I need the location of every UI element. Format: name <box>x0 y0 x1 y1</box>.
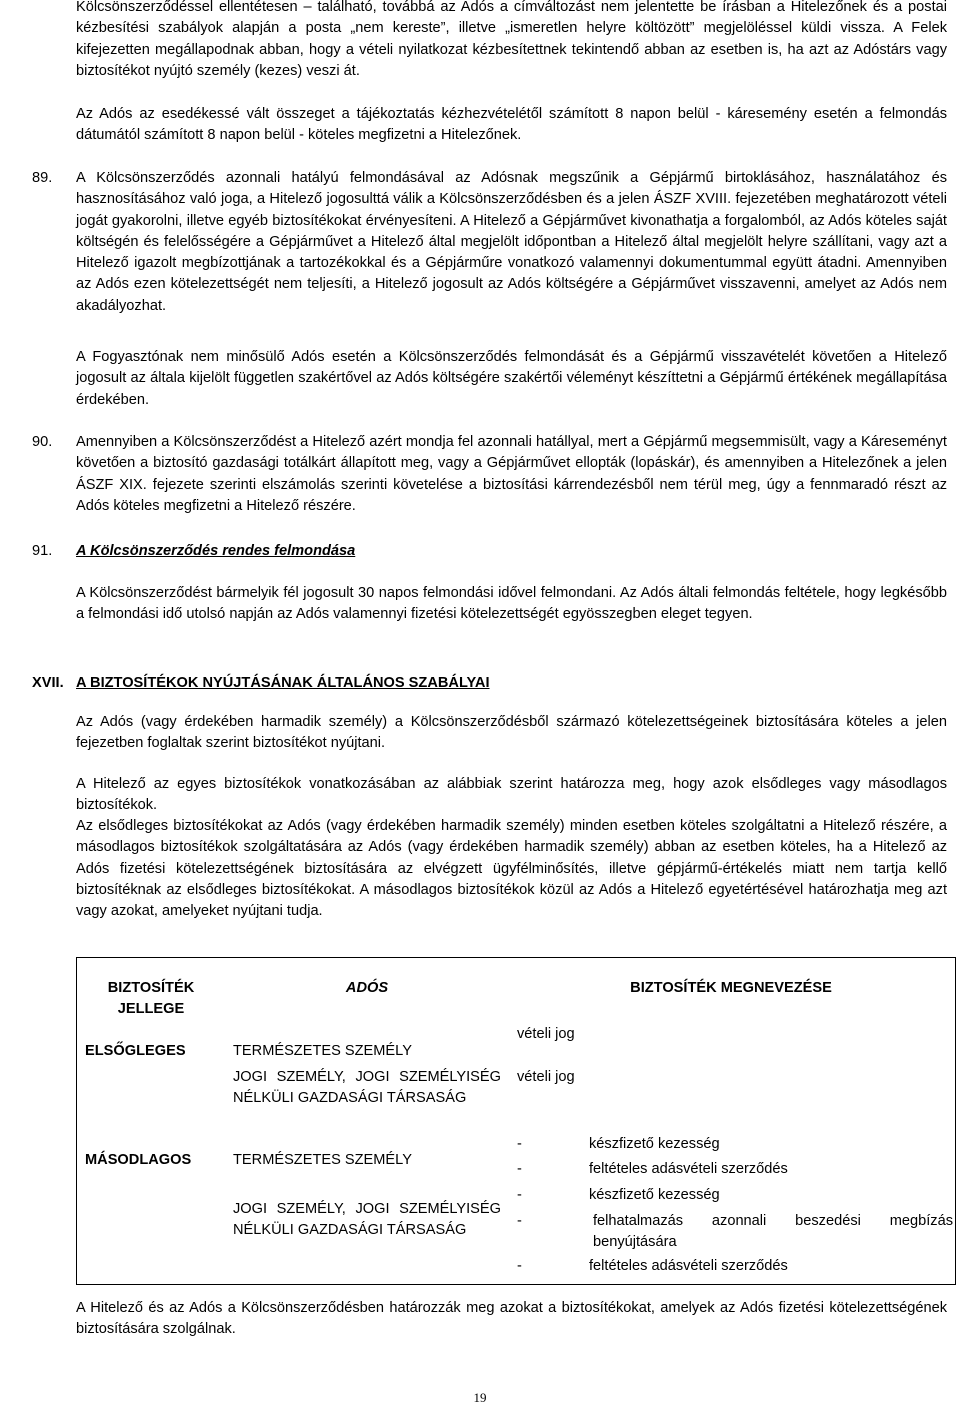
dash-bullet: - <box>517 1136 522 1152</box>
primary-legal-security: vételi jog <box>517 1069 575 1085</box>
secondary-legal-entity: JOGI SZEMÉLY, JOGI SZEMÉLYISÉG NÉLKÜLI GAZDASÁGI TÁRSASÁG <box>233 1201 501 1238</box>
primary-natural-security: vételi jog <box>517 1026 575 1042</box>
section-number-90: 90. <box>32 434 53 450</box>
chapter-number: XVII. <box>32 675 64 691</box>
secondary-natural-person: TERMÉSZETES SZEMÉLY <box>233 1152 412 1168</box>
intro-paragraph-2: Az Adós az esedékessé vált összeget a tájékoztatás kézhezvételétől számított 8 napon belül - káresemény esetén a felmondás dátumától számított 8 napon belül - köteles megfizetni a Hitelezőnek. <box>76 106 947 144</box>
secondary-legal-item-3: feltételes adásvételi szerződés <box>589 1258 788 1274</box>
section-89-paragraph: A Kölcsönszerződés azonnali hatályú felmondásával az Adósnak megszűnik a Gépjármű birtoklásához, használatához és hasznosításához való joga, a Hitelező jogosulttá válik a Kölcsönszerződésben és a jelen ÁSZF XVIII. fejezetében meghatározott vételi jogát gyakorolni, illetve egyéb biztosítékokat érvényesíteni. A Hitelező a Gépjárművet kivonathatja a forgalomból, az Adós köteles saját költségén és felelősségére a Gépjárművet a Hitelező által megjelölt időpontban a Hitelező által megjelölt helyre szállítani, vagy azt a Hitelező igazolt megbízottjának a tartozékokkal és a Gépjárműre vonatkozó valamennyi dokumentummal együtt átadni. Amennyiben az Adós ezen kötelezettségét nem teljesíti, a Hitelező jogosult az Adós költségére a Gépjárművet visszavenni, amelyet az Adós nem akadályozhat. <box>76 170 947 314</box>
intro-paragraph: Kölcsönszerződéssel ellentétesen – található, továbbá az Adós a címváltozást nem jelentette be írásban a Hitelezőnek és a postai kézbesítési szabályok alapján a posta „nem kereste”, illetve „ismeretlen helyre költözött” megjelöléssel küldi vissza. A Felek kifejezetten megállapodnak abban, hogy a vételi nyilatkozat kézbesítettnek tekintendő abban az esetben is, ha azt az Adóstárs vagy biztosítékot nyújtó személy (kezes) veszi át. <box>76 0 947 79</box>
page-number: 19 <box>473 1390 487 1405</box>
chapter-paragraph-3: Az elsődleges biztosítékokat az Adós (vagy érdekében harmadik személy) minden esetben köteles szolgáltatni a Hitelező részére, a másodlagos biztosítékok szolgáltatására az Adós (vagy érdekében harmadik személy) abban az esetben köteles, ha a Hitelező az Adós fizetési kötelezettségének biztosítására az elvégzett ügyfélminősítés, illetve gépjármű-értékelés miatt nem tartja kellő biztosítéknak az elsődleges biztosítékokat. A másodlagos biztosítékok közül az Adós a Hitelező egyetértésével határozhatja meg azt vagy azokat, amelyeket nyújtani tudja. <box>76 818 947 920</box>
row-primary-label: ELSŐGLEGES <box>85 1043 186 1059</box>
section-90-paragraph: Amennyiben a Kölcsönszerződést a Hitelező azért mondja fel azonnali hatállyal, mert a Gépjármű megsemmisült, vagy a Káreseményt követően a biztosító gazdasági totálkárt állapított meg, vagy a Gépjárművet ellopták (lopáskár), és amennyiben a Hitelezőnek a jelen ÁSZF XIX. fejezete szerinti elszámolás szerinti követelése a biztosítási kárrendezésből nem térül meg, úgy a fennmaradó részt az Adós köteles megfizetni a Hitelező részére. <box>76 434 947 514</box>
section-91-paragraph: A Kölcsönszerződést bármelyik fél jogosult 30 napos felmondási idővel felmondani. Az Adós általi felmondás feltétele, hogy legkésőbb a felmondási idő utolsó napján az Adós valamennyi fizetési kötelezettségét egyösszegben eleget tegyen. <box>76 585 947 623</box>
table-header-type: BIZTOSÍTÉK JELLEGE <box>107 980 195 1017</box>
security-table <box>76 957 956 1285</box>
section-number-91: 91. <box>32 543 53 559</box>
chapter-paragraph-1: Az Adós (vagy érdekében harmadik személy) a Kölcsönszerződésből származó kötelezettségeinek biztosítására köteles a jelen fejezetben foglaltak szerint biztosítékot nyújtani. <box>76 714 947 752</box>
secondary-natural-item-1: készfizető kezesség <box>589 1136 720 1152</box>
section-89-paragraph-2: A Fogyasztónak nem minősülő Adós esetén a Kölcsönszerződés felmondását és a Gépjármű visszavételét követően a Hitelező jogosult az általa kijelölt független szakértővel az Adós költségére szakértői véleményt készíttetni a Gépjármű értékének megállapítása érdekében. <box>76 349 947 408</box>
secondary-legal-item-1: készfizető kezesség <box>589 1187 720 1203</box>
primary-legal-entity: JOGI SZEMÉLY, JOGI SZEMÉLYISÉG NÉLKÜLI GAZDASÁGI TÁRSASÁG <box>233 1069 501 1106</box>
section-number-89: 89. <box>32 170 53 186</box>
dash-bullet: - <box>517 1187 522 1203</box>
secondary-legal-item-2: felhatalmazás azonnali beszedési megbízás benyújtására <box>593 1213 953 1250</box>
secondary-natural-item-2: feltételes adásvételi szerződés <box>589 1161 788 1177</box>
primary-natural-person: TERMÉSZETES SZEMÉLY <box>233 1043 412 1059</box>
closing-paragraph: A Hitelező és az Adós a Kölcsönszerződésben határozzák meg azokat a biztosítékokat, amelyek az Adós fizetési kötelezettségének biztosítására szolgálnak. <box>76 1300 947 1338</box>
dash-bullet: - <box>517 1161 522 1177</box>
chapter-paragraph-2: A Hitelező az egyes biztosítékok vonatkozásában az alábbiak szerint határozza meg, hogy azok elsődleges vagy másodlagos biztosítékok. <box>76 776 947 814</box>
chapter-title: A BIZTOSÍTÉKOK NYÚJTÁSÁNAK ÁLTALÁNOS SZABÁLYAI <box>76 675 490 691</box>
table-header-security: BIZTOSÍTÉK MEGNEVEZÉSE <box>630 980 832 996</box>
table-header-debtor: ADÓS <box>345 980 389 996</box>
row-secondary-label: MÁSODLAGOS <box>85 1152 192 1168</box>
section-91-title: A Kölcsönszerződés rendes felmondása <box>76 543 356 559</box>
dash-bullet: - <box>517 1258 522 1274</box>
dash-bullet: - <box>517 1213 522 1229</box>
